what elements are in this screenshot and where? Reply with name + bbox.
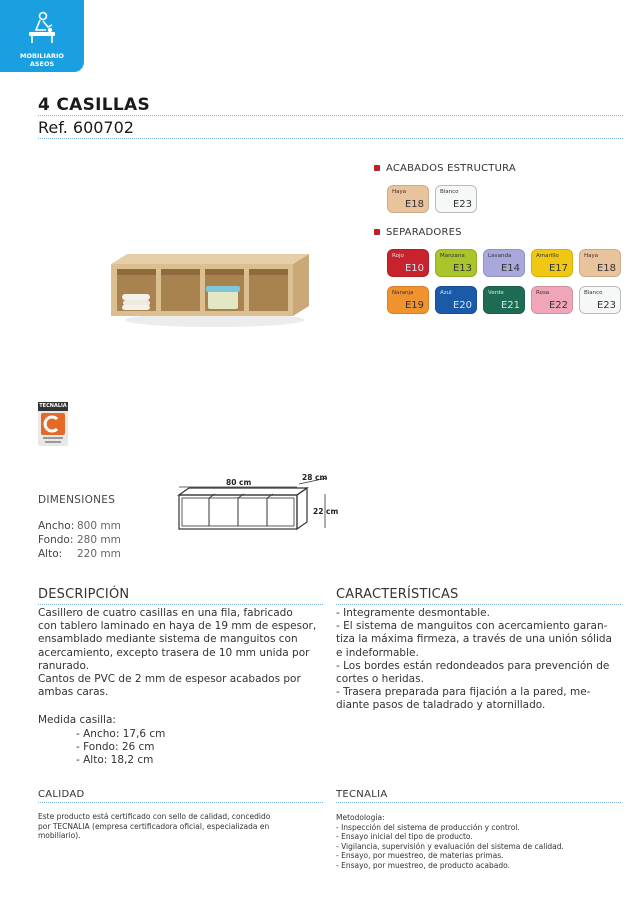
swatch-name: Haya [392, 189, 407, 195]
text-line: - Ensayo, por muestreo, de materias primas. [336, 851, 504, 861]
swatch-name: Azul [440, 290, 452, 296]
quality-title: CALIDAD [38, 789, 85, 800]
changing-table-icon [26, 10, 58, 46]
text-line: - Vigilancia, supervisión y evaluación del sistema de calidad. [336, 841, 564, 851]
swatch-code: E18 [404, 199, 424, 210]
swatch [531, 249, 573, 277]
badge-logo-icon [41, 413, 65, 435]
text-line: ranurado. [38, 659, 90, 672]
swatch-name: Lavanda [488, 253, 512, 259]
category-tab [0, 0, 84, 72]
tecnalia-divider [336, 802, 621, 803]
swatch [483, 286, 525, 314]
text-line: - Fondo: 26 cm [76, 741, 155, 754]
quality-divider [38, 802, 323, 803]
swatch-code: E10 [404, 263, 424, 274]
text-line: Este producto está certificado con sello de calidad, concedido [38, 812, 271, 821]
swatch [435, 185, 477, 213]
features-body [336, 607, 621, 713]
text-line: diante pasos de taladrado y atornillado. [336, 699, 546, 712]
product-image [105, 250, 315, 330]
swatch-name: Haya [584, 253, 599, 259]
swatch-name: Rojo [392, 253, 404, 259]
swatch-code: E17 [548, 263, 568, 274]
description-divider [38, 604, 323, 605]
text-line: - Trasera preparada para fijación a la pared, me- [336, 686, 591, 699]
swatch-name: Naranja [392, 290, 414, 296]
text-line: e indeformable. [336, 646, 419, 659]
swatch [435, 249, 477, 277]
features-title: CARACTERÍSTICAS [336, 587, 459, 602]
tecnalia-badge [38, 402, 68, 446]
dimension-value: 280 mm [77, 534, 121, 546]
text-line: Cantos de PVC de 2 mm de espesor acabados por [38, 673, 301, 686]
swatch-code: E18 [596, 263, 616, 274]
features-divider [336, 604, 621, 605]
product-ref: Ref. 600702 [38, 118, 134, 137]
text-line: ambas caras. [38, 686, 109, 699]
text-line: cortes o heridas. [336, 673, 424, 686]
text-line: mobiliario). [38, 831, 81, 841]
tecnalia-title: TECNALIA [336, 789, 388, 800]
text-line: por TECNALIA (empresa certificadora oficial, especializada en [38, 821, 270, 831]
swatch-code: E13 [452, 263, 472, 274]
text-line: Metodología: [336, 813, 385, 822]
dimension-label: Alto: [38, 548, 63, 560]
description-body [38, 607, 323, 699]
text-line: ensamblado mediante sistema de manguitos con [38, 633, 298, 646]
text-line: - Alto: 18,2 cm [76, 754, 154, 767]
diagram-width-label: 80 cm [226, 478, 252, 487]
badge-brand: TECNALIA [39, 403, 67, 409]
text-line: - Ancho: 17,6 cm [76, 728, 166, 740]
dimensions-title: DIMENSIONES [38, 494, 116, 506]
diagram-depth-label: 28 cm [302, 473, 328, 482]
swatch [387, 185, 429, 213]
swatch-code: E20 [452, 300, 472, 311]
quality-body [38, 812, 323, 841]
text-line: con tablero laminado en haya de 19 mm de espesor, [38, 620, 317, 633]
description-title: DESCRIPCIÓN [38, 587, 130, 602]
text-line: - El sistema de manguitos con acercamiento garan- [336, 620, 608, 633]
swatch-name: Amarillo [536, 253, 559, 259]
category-label-line1: MOBILIARIO [20, 52, 64, 60]
swatch [579, 249, 621, 277]
text-line: - Inspección del sistema de producción y control. [336, 822, 520, 832]
text-line: - Los bordes están redondeados para prevención de [336, 659, 610, 672]
text-line: - Ensayo, por muestreo, de producto acabado. [336, 860, 510, 870]
dimension-value: 800 mm [77, 520, 121, 532]
title-divider [38, 115, 623, 116]
swatch-name: Blanco [584, 290, 603, 296]
swatch-name: Verde [488, 290, 504, 296]
text-line: Casillero de cuatro casillas en una fila, fabricado [38, 607, 293, 619]
text-line: acercamiento, excepto trasera de 10 mm unida por [38, 646, 310, 659]
text-line: - Ensayo inicial del tipo de producto. [336, 832, 473, 842]
text-line: - Integramente desmontable. [336, 607, 490, 619]
swatch-code: E23 [596, 300, 616, 311]
swatch-code: E14 [500, 263, 520, 274]
swatch-name: Blanco [440, 189, 459, 195]
swatch [387, 286, 429, 314]
swatch [531, 286, 573, 314]
dimension-value: 220 mm [77, 548, 121, 560]
swatch-code: E23 [452, 199, 472, 210]
separators-title: SEPARADORES [374, 227, 462, 238]
swatch [435, 286, 477, 314]
swatch-code: E21 [500, 300, 520, 311]
dimension-label: Ancho: [38, 520, 75, 532]
swatch [483, 249, 525, 277]
swatch-name: Rosa [536, 290, 550, 296]
bullet-icon [374, 229, 380, 235]
ref-divider [38, 138, 623, 139]
bullet-icon [374, 165, 380, 171]
dimension-label: Fondo: [38, 534, 74, 546]
diagram-height-label: 22 cm [313, 507, 339, 516]
swatch-code: E22 [548, 300, 568, 311]
swatch-name: Manzana [440, 253, 465, 259]
tecnalia-body [336, 813, 621, 871]
swatch [579, 286, 621, 314]
swatch-code: E19 [404, 300, 424, 311]
text-line: tiza la máxima firmeza, a través de una unión sólida [336, 633, 612, 646]
measure-title: Medida casilla: [38, 714, 116, 726]
measure-list [76, 728, 165, 768]
swatch [387, 249, 429, 277]
structure-finishes-title: ACABADOS ESTRUCTURA [374, 163, 516, 174]
category-label-line2: ASEOS [29, 60, 55, 68]
product-title: 4 CASILLAS [38, 95, 151, 115]
